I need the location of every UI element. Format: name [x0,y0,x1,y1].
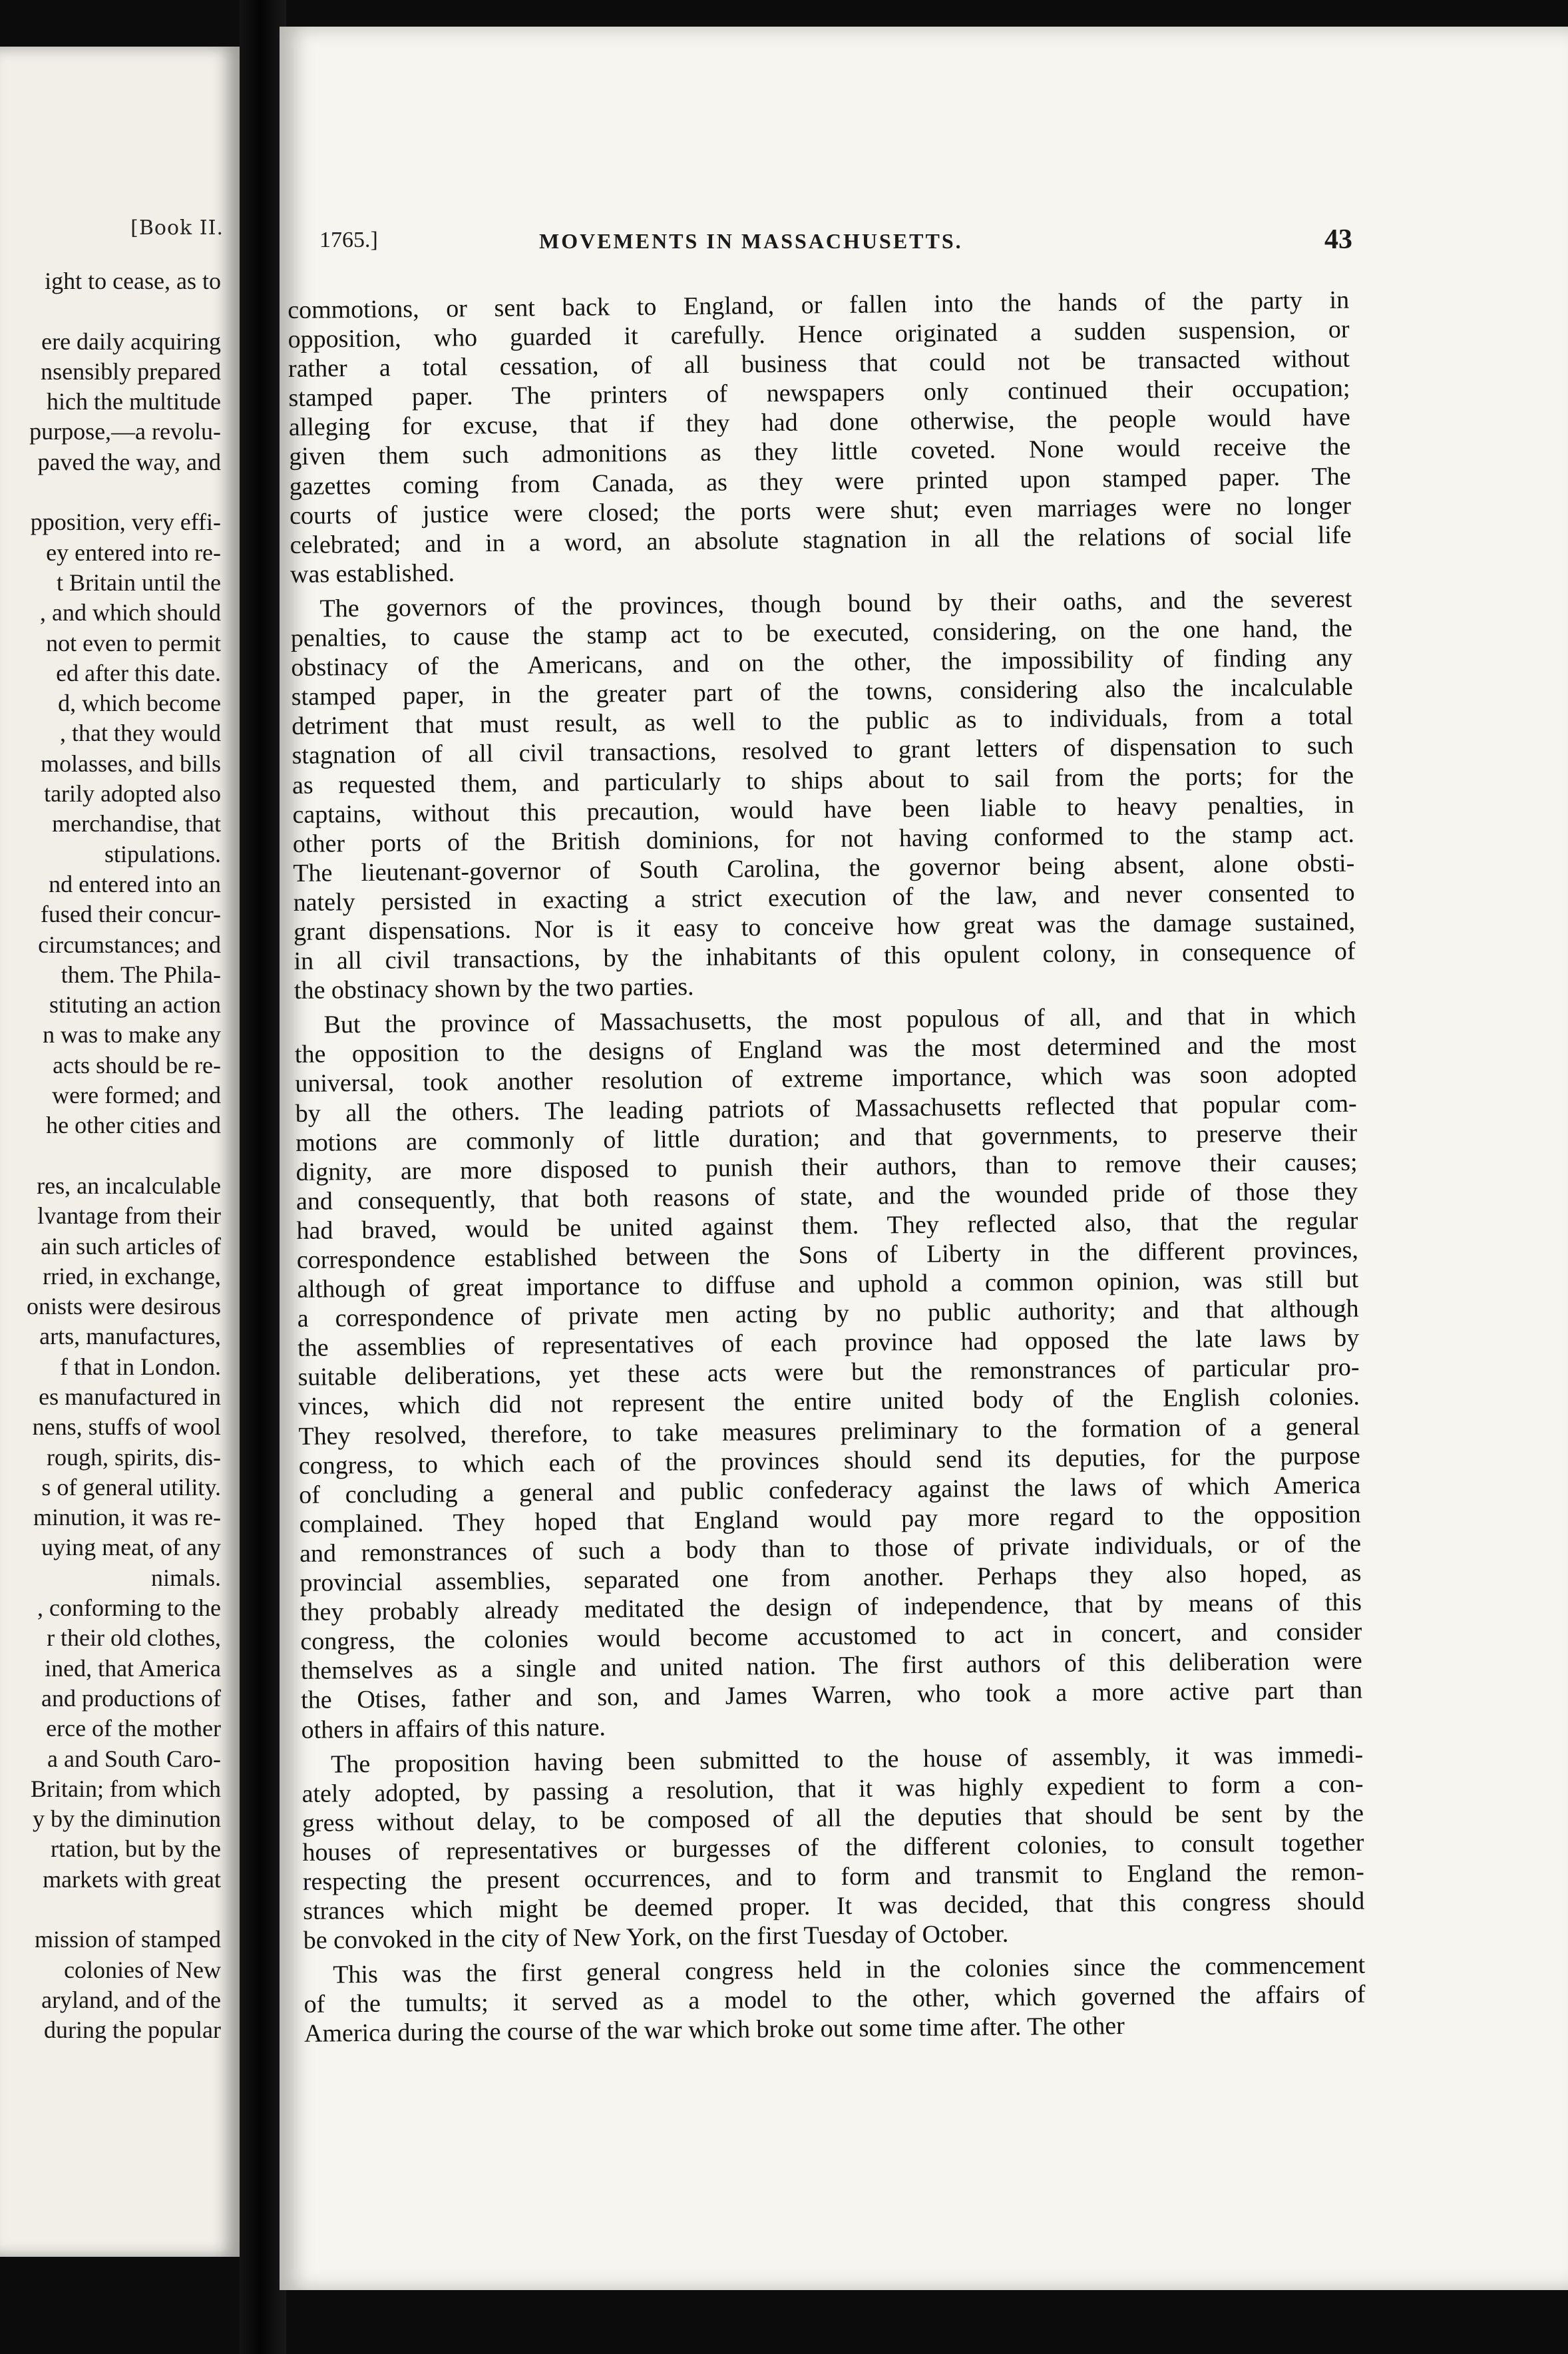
left-page-line: nsensibly prepared [41,357,221,385]
text-line: This was the first general congress held in the colonies since the commencement [333,1951,1366,1989]
text-line: complained. They hoped that England would pay more regard to the opposition [299,1500,1361,1538]
left-page-line: rried, in exchange, [43,1262,221,1290]
left-page-line: n was to make any [43,1021,221,1049]
left-page-line: s of general utility. [41,1473,221,1501]
left-page-line [0,1141,221,1171]
left-page-line: d, which become [58,690,221,717]
text-line: stagnation of all civil transactions, resolved to grant letters of dispensation to such [292,732,1354,770]
left-page-line: ined, that America [45,1654,221,1682]
text-line: by all the others. The leading patriots of Massachusetts reflected that popular com- [295,1089,1357,1128]
paragraph [290,585,1356,1006]
text-line: provincial assemblies, separated one from another. Perhaps they also hoped, as [299,1558,1362,1597]
left-page-line: fused their concur- [40,901,221,928]
text-line: correspondence established between the Sons of Liberty in the different provinces, [296,1236,1359,1274]
paragraph [288,286,1352,589]
text-line: was established. [290,559,455,588]
right-page [280,27,1568,2290]
text-line: the obstinacy shown by the two parties. [294,973,694,1005]
left-page-line: circumstances; and [38,931,221,958]
left-page-line: them. The Phila- [61,961,221,988]
text-line: of concluding a general and public confederacy against the laws of which America [299,1471,1361,1509]
text-line: vinces, which did not represent the entire united body of the English colonies. [297,1383,1360,1421]
text-line: rather a total cessation, of all business that could not be transacted without [288,344,1350,383]
text-line: houses of representatives or burgesses of the different colonies, to consult together [302,1828,1364,1867]
left-page-line: minution, it was re- [33,1504,221,1531]
text-line: themselves as a single and united nation. The first authors of this deliberation were [300,1646,1362,1686]
left-page-line: , that they would [60,720,221,747]
running-head-year: 1765.] [319,228,378,252]
text-line: motions are commonly of little duration; and that governments, to preserve their [295,1118,1358,1157]
left-page-line: es manufactured in [39,1383,221,1410]
left-page-line: stipulations. [104,840,221,867]
left-page-line [0,477,221,507]
text-line: commotions, or sent back to England, or fallen into the hands of the party in [288,286,1350,324]
text-line: strances which might be deemed proper. It was decided, that this congress should [303,1887,1365,1925]
paragraph [301,1740,1365,1955]
left-page-line: ight to cease, as to [45,268,221,294]
left-page-line: t Britain until the [57,569,221,596]
body-text [288,286,1366,2049]
left-page-line: ed after this date. [56,659,221,686]
left-page-line: acts should be re- [53,1051,221,1078]
text-line: ately adopted, by passing a resolution, that it was highly expedient to form a con- [301,1769,1364,1808]
text-line: the assemblies of representatives of each province had opposed the late laws by [297,1323,1360,1363]
left-page-line: pposition, very effi- [30,509,221,536]
left-page-line: aryland, and of the [41,1986,221,2013]
text-line: the Otises, father and son, and James Warren, who took a more active part than [301,1676,1363,1715]
left-page-line: res, an incalculable [37,1172,221,1199]
text-line: celebrated; and in a word, an absolute stagnation in all the relations of social life [290,521,1352,559]
left-page-line: , and which should [40,599,221,626]
left-page-line: stituting an action [49,991,221,1019]
text-line: captains, without this precaution, would have been liable to heavy penalties, in [292,790,1354,829]
left-page-line: merchandise, that [52,810,221,837]
text-line: gress without delay, to be composed of all the deputies that should be sent by the [301,1799,1364,1837]
facing-left-page [0,47,240,2257]
left-page-line: during the popular [44,2016,221,2044]
page-number: 43 [1324,224,1352,255]
text-line: although of great importance to diffuse and uphold a common opinion, was still but [297,1265,1359,1304]
text-line: America during the course of the war which broke out some time after. The other [303,2012,1125,2048]
left-page-line: were formed; and [52,1082,221,1109]
text-line: congress, to which each of the provinces should send its deputies, for the purpose [298,1441,1361,1480]
text-line: But the province of Massachusetts, the most populous of all, and that in which [323,1001,1356,1039]
text-line: detriment that must result, as well to the public as to individuals, from a total [292,702,1354,741]
text-line: had braved, would be united against them. They reflected also, that the regular [296,1206,1358,1245]
left-page-line: rtation, but by the [51,1835,221,1863]
left-page-line: molasses, and bills [41,750,221,777]
left-page-line: uying meat, of any [41,1534,221,1561]
left-page-line: ey entered into re- [46,539,221,566]
left-page-line [0,1895,221,1925]
left-page-line: and productions of [41,1684,221,1712]
left-page-line: f that in London. [60,1353,221,1380]
left-page-line: paved the way, and [37,448,221,475]
left-page-line: nens, stuffs of wool [32,1413,221,1441]
left-page-line: lvantage from their [37,1202,221,1230]
running-head [319,224,1371,261]
text-line: others in affairs of this nature. [301,1713,606,1744]
left-page-line: onists were desirous [27,1293,221,1320]
text-line: grant dispensations. Nor is it easy to conceive how great was the damage sustained, [293,907,1356,946]
text-line: gazettes coming from Canada, as they were printed upon stamped paper. The [289,462,1351,501]
text-line: They resolved, therefore, to take measures preliminary to the formation of a general [298,1412,1360,1451]
text-line: a correspondence of private men acting by no public authority; and that although [297,1294,1359,1333]
left-page-line: nd entered into an [49,870,221,897]
left-page-line: ain such articles of [41,1232,221,1260]
text-line: alleging for excuse, that if they had done otherwise, the people would have [288,403,1351,442]
text-line: as requested them, and particularly to ships about to sail from the ports; for the [292,761,1354,800]
left-page-line: r their old clothes, [47,1624,221,1652]
text-line: in all civil transactions, by the inhabitants of this opulent colony, in consequence of [294,937,1356,976]
left-page-line: hich the multitude [47,388,221,415]
text-line: the opposition to the designs of England was the most determined and the most [294,1030,1357,1069]
left-page-line: ere daily acquiring [41,328,221,355]
left-page-line: y by the diminution [33,1805,221,1833]
left-page-line: nimals. [151,1564,221,1591]
text-line: they probably already meditated the design of independence, that by means of this [299,1588,1362,1627]
left-page-line: mission of stamped [35,1926,221,1953]
left-page-header: [Book II. [130,216,224,240]
left-page-line: rough, spirits, dis- [46,1443,221,1471]
text-line: congress, the colonies would become accustomed to act in concert, and consider [300,1617,1362,1656]
text-line: The governors of the provinces, though bound by their oaths, and the severest [319,585,1352,623]
left-page-line: a and South Caro- [47,1745,221,1772]
left-page-line: not even to permit [46,629,221,656]
text-line: stamped paper. The printers of newspapers only continued their occupation; [288,373,1350,413]
text-line: suitable deliberations, yet these acts were but the remonstrances of particular pro- [297,1353,1360,1392]
text-line: penalties, to cause the stamp act to be executed, considering, on the one hand, the [290,614,1353,653]
left-page-line: arts, manufactures, [39,1323,221,1350]
text-line: other ports of the British dominions, for not having conformed to the stamp act. [292,820,1355,858]
left-page-line: colonies of New [64,1956,221,1983]
text-line: opposition, who guarded it carefully. Hence originated a sudden suspension, or [288,315,1350,354]
left-page-line: tarily adopted also [44,780,221,808]
left-page-line: markets with great [43,1865,221,1893]
text-line: courts of justice were closed; the ports were shut; even marriages were no longer [289,491,1352,530]
text-line: universal, took another resolution of extreme importance, which was soon adopted [295,1060,1357,1098]
text-line: of the tumults; it served as a model to the other, which governed the affairs of [303,1980,1366,2019]
text-line: The lieutenant-governor of South Carolina, the governor being absent, alone obsti- [293,849,1355,887]
text-line: respecting the present occurrences, and to form and transmit to England the remon- [302,1857,1365,1896]
text-line: stamped paper, in the greater part of the towns, considering also the incalculable [291,672,1353,712]
text-line: The proposition having been submitted to the house of assembly, it was immedi- [330,1740,1364,1779]
text-line: nately persisted in exacting a strict execution of the law, and never consented to [293,878,1355,917]
left-page-line: erce of the mother [46,1715,221,1742]
text-line: and consequently, that both reasons of state, and the wounded pride of those they [295,1177,1358,1216]
text-line: and remonstrances of such a body than to those of private individuals, or of the [299,1529,1362,1568]
paragraph [303,1951,1366,2049]
text-line: obstinacy of the Americans, and on the other, the impossibility of finding any [291,643,1353,682]
left-page-line: Britain; from which [31,1775,221,1802]
left-page-line: , conforming to the [37,1594,221,1622]
text-line: dignity, are more disposed to punish their authors, than to remove their causes; [295,1148,1358,1186]
left-page-line: purpose,—a revolu- [29,418,221,445]
left-page-text [0,266,221,2046]
text-line: be convoked in the city of New York, on the first Tuesday of October. [303,1919,1009,1955]
paragraph [294,1001,1363,1745]
left-page-line [0,296,221,326]
running-head-title: MOVEMENTS IN MASSACHUSETTS. [539,229,963,253]
left-page-line: he other cities and [46,1112,221,1139]
text-line: given them such admonitions as they little coveted. None would receive the [289,433,1351,471]
